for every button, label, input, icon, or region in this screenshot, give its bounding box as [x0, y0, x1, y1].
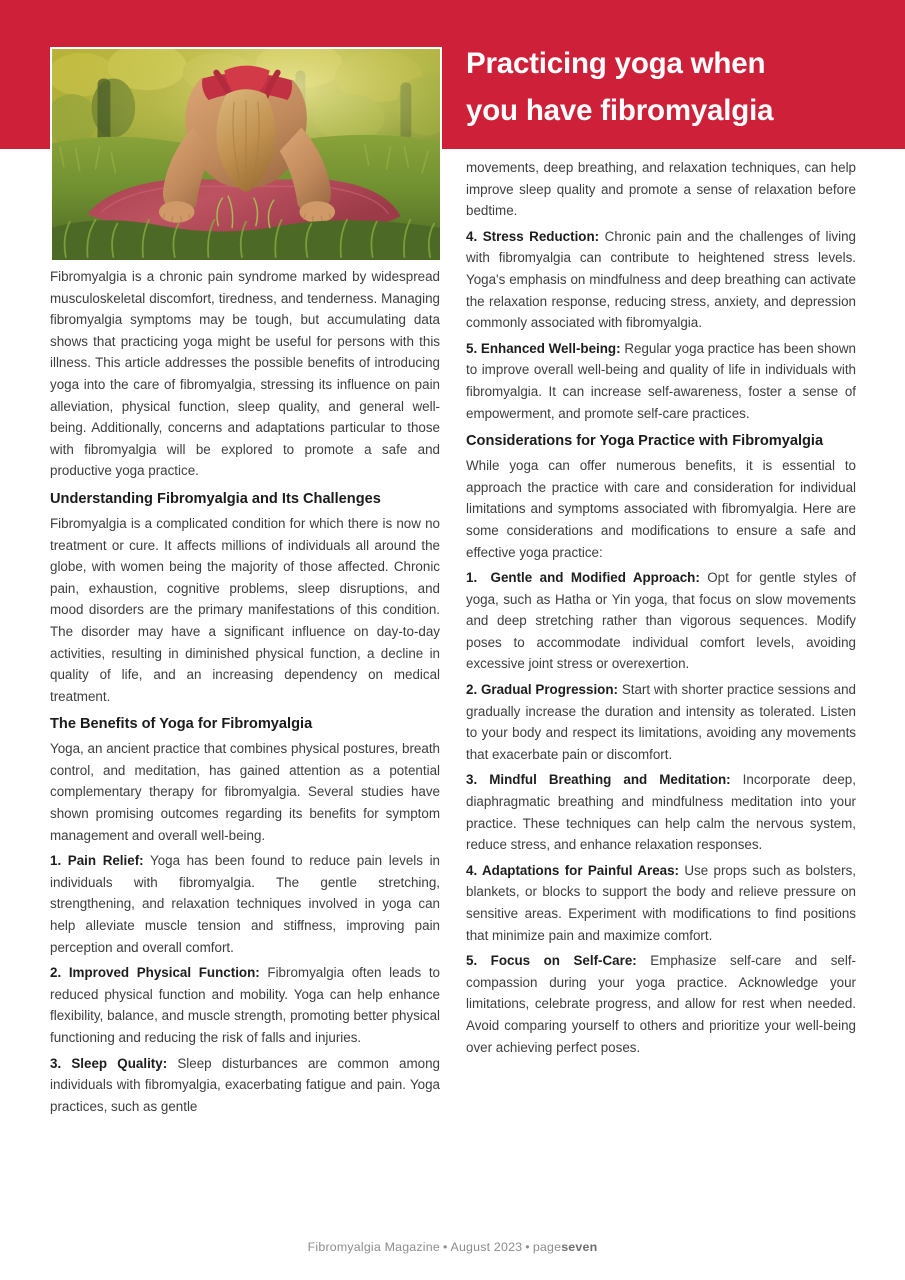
footer-page-number: seven [561, 1240, 598, 1254]
benefit-text-enhanced-wellbeing: Regular yoga practice has been shown to improve overall well-being and quality of life in individuals with fibromyalgia. It can increase self-awareness, foster a sense of empowerment, and promote self-care practices. [466, 340, 856, 421]
benefit-label-stress-reduction: 4. Stress Reduction: [466, 228, 600, 244]
right-text-column [466, 157, 856, 1058]
consideration-item-self-care [466, 950, 856, 1058]
footer-magazine-name: Fibromyalgia Magazine [307, 1240, 440, 1254]
consideration-label-mindful-breathing: 3. Mindful Breathing and Meditation: [466, 772, 731, 788]
consideration-text-self-care: Emphasize self-care and self-compassion during your yoga practice. Acknowledge your limitations, celebrate progress, and allow for rest when needed. Avoid comparing yourself to others and prioritize your well-being over achieving perfect poses. [466, 953, 857, 1055]
benefit-item-physical-function [50, 962, 440, 1048]
consideration-label-gentle-approach: 1. Gentle and Modified Approach: [466, 570, 700, 586]
consideration-item-painful-areas [466, 860, 856, 946]
consideration-text-painful-areas: Use props such as bolsters, blankets, or blocks to support the body and relieve pressure on sensitive areas. Experiment with modifications to find positions that minimize pain and maximize comfort. [466, 862, 857, 943]
paragraph-continuation: movements, deep breathing, and relaxation techniques, can help improve sleep quality and promote a sense of relaxation before bedtime. [466, 160, 856, 219]
benefit-label-sleep-quality: 3. Sleep Quality: [50, 1055, 168, 1071]
benefit-item-enhanced-wellbeing [466, 338, 856, 424]
consideration-text-gradual-progression: Start with shorter practice sessions and gradually increase the duration and intensity as tolerated. Listen to your body and respect its limitations, avoiding any movements that exacerbate pain or discomfort. [466, 682, 856, 762]
benefit-item-sleep-quality [50, 1053, 440, 1118]
hero-photo-illustration [52, 49, 440, 260]
consideration-label-painful-areas: 4. Adaptations for Painful Areas: [466, 862, 680, 878]
left-text-column [50, 266, 440, 1117]
benefit-text-physical-function: Fibromyalgia often leads to reduced physical function and mobility. Yoga can help enhance flexibility, balance, and muscle strength, promoting better physical functioning and reducing the risk of falls and injuries. [50, 965, 440, 1045]
benefit-text-sleep-quality: Sleep disturbances are common among individuals with fibromyalgia, exacerbating fatigue and pain. Yoga practices, such as gentle [50, 1055, 440, 1114]
benefit-item-pain-relief [50, 850, 440, 958]
benefit-item-stress-reduction [466, 226, 856, 334]
consideration-text-mindful-breathing: Incorporate deep, diaphragmatic breathing and mindfulness meditation into your practice. These techniques can help calm the nervous system, reduce stress, and enhance relaxation responses. [466, 772, 856, 853]
consideration-item-gradual-progression [466, 679, 856, 765]
article-title [466, 40, 866, 134]
intro-paragraph: Fibromyalgia is a chronic pain syndrome marked by widespread musculoskeletal discomfort, tiredness, and tenderness. Managing fibromyalgia symptoms may be tough, but accumulating data shows that practicing yoga might be useful for persons with this illness. This article addresses the possible benefits of introducing yoga into the care of fibromyalgia, stressing its influence on pain alleviation, physical function, sleep quality, and general well-being. Additionally, concerns and adaptations particular to those with fibromyalgia will be explored to promote a safe and productive yoga practice. [50, 269, 440, 479]
hero-photo [50, 47, 442, 262]
consideration-label-gradual-progression: 2. Gradual Progression: [466, 682, 618, 698]
footer-separator-1: • [442, 1240, 448, 1254]
consideration-text-gentle-approach: Opt for gentle styles of yoga, such as Hatha or Yin yoga, that focus on slow movements and deep stretching rather than vigorous sequences. Modify poses to accommodate individual comfort levels, avoiding excessive joint stress or overexertion. [466, 570, 856, 672]
paragraph-benefits-intro: Yoga, an ancient practice that combines physical postures, breath control, and meditation, has gained attention as a potential complementary therapy for fibromyalgia. Several studies have shown promising outcomes regarding its benefits for symptom management and overall well-being. [50, 741, 440, 843]
footer-issue-date: August 2023 [450, 1240, 523, 1254]
article-title-line-2: you have fibromyalgia [466, 94, 774, 127]
section-heading-considerations: Considerations for Yoga Practice with Fibromyalgia [466, 433, 824, 450]
benefit-label-pain-relief: 1. Pain Relief: [50, 853, 144, 869]
paragraph-understanding: Fibromyalgia is a complicated condition for which there is now no treatment or cure. It affects millions of individuals all around the globe, with women being the majority of those affected. Chronic pain, exhaustion, cognitive problems, sleep disruptions, and mood disorders are the primary manifestations of this condition. The disorder may have a significant influence on day-to-day activities, resulting in diminished physical function, a decline in quality of life, and an increasing dependency on medical treatment. [50, 515, 440, 704]
footer-page-word: page [532, 1240, 562, 1254]
consideration-label-self-care: 5. Focus on Self-Care: [466, 953, 637, 969]
footer-separator-2: • [525, 1240, 530, 1254]
benefit-label-enhanced-wellbeing: 5. Enhanced Well-being: [466, 340, 621, 356]
consideration-item-gentle-approach [466, 567, 856, 675]
article-title-line-1: Practicing yoga when [466, 47, 766, 80]
section-heading-understanding: Understanding Fibromyalgia and Its Challenges [50, 490, 381, 507]
consideration-item-mindful-breathing [466, 769, 856, 855]
benefit-label-physical-function: 2. Improved Physical Function: [50, 965, 260, 981]
benefit-text-pain-relief: Yoga has been found to reduce pain levels in individuals with fibromyalgia. The gentle stretching, strengthening, and relaxation techniques involved in yoga can help alleviate muscle tension and stiffness, improving pain perception and overall comfort. [50, 853, 441, 955]
page-footer [0, 1240, 905, 1254]
paragraph-considerations-intro: While yoga can offer numerous benefits, it is essential to approach the practice with care and consideration for individual limitations and symptoms associated with fibromyalgia. Here are some considerations and modifications to ensure a safe and effective yoga practice: [466, 458, 856, 560]
benefit-text-stress-reduction: Chronic pain and the challenges of living with fibromyalgia can contribute to heightened stress levels. Yoga's emphasis on mindfulness and deep breathing can activate the relaxation response, reducing stress, anxiety, and depression commonly associated with fibromyalgia. [466, 228, 856, 331]
section-heading-benefits: The Benefits of Yoga for Fibromyalgia [50, 716, 313, 733]
